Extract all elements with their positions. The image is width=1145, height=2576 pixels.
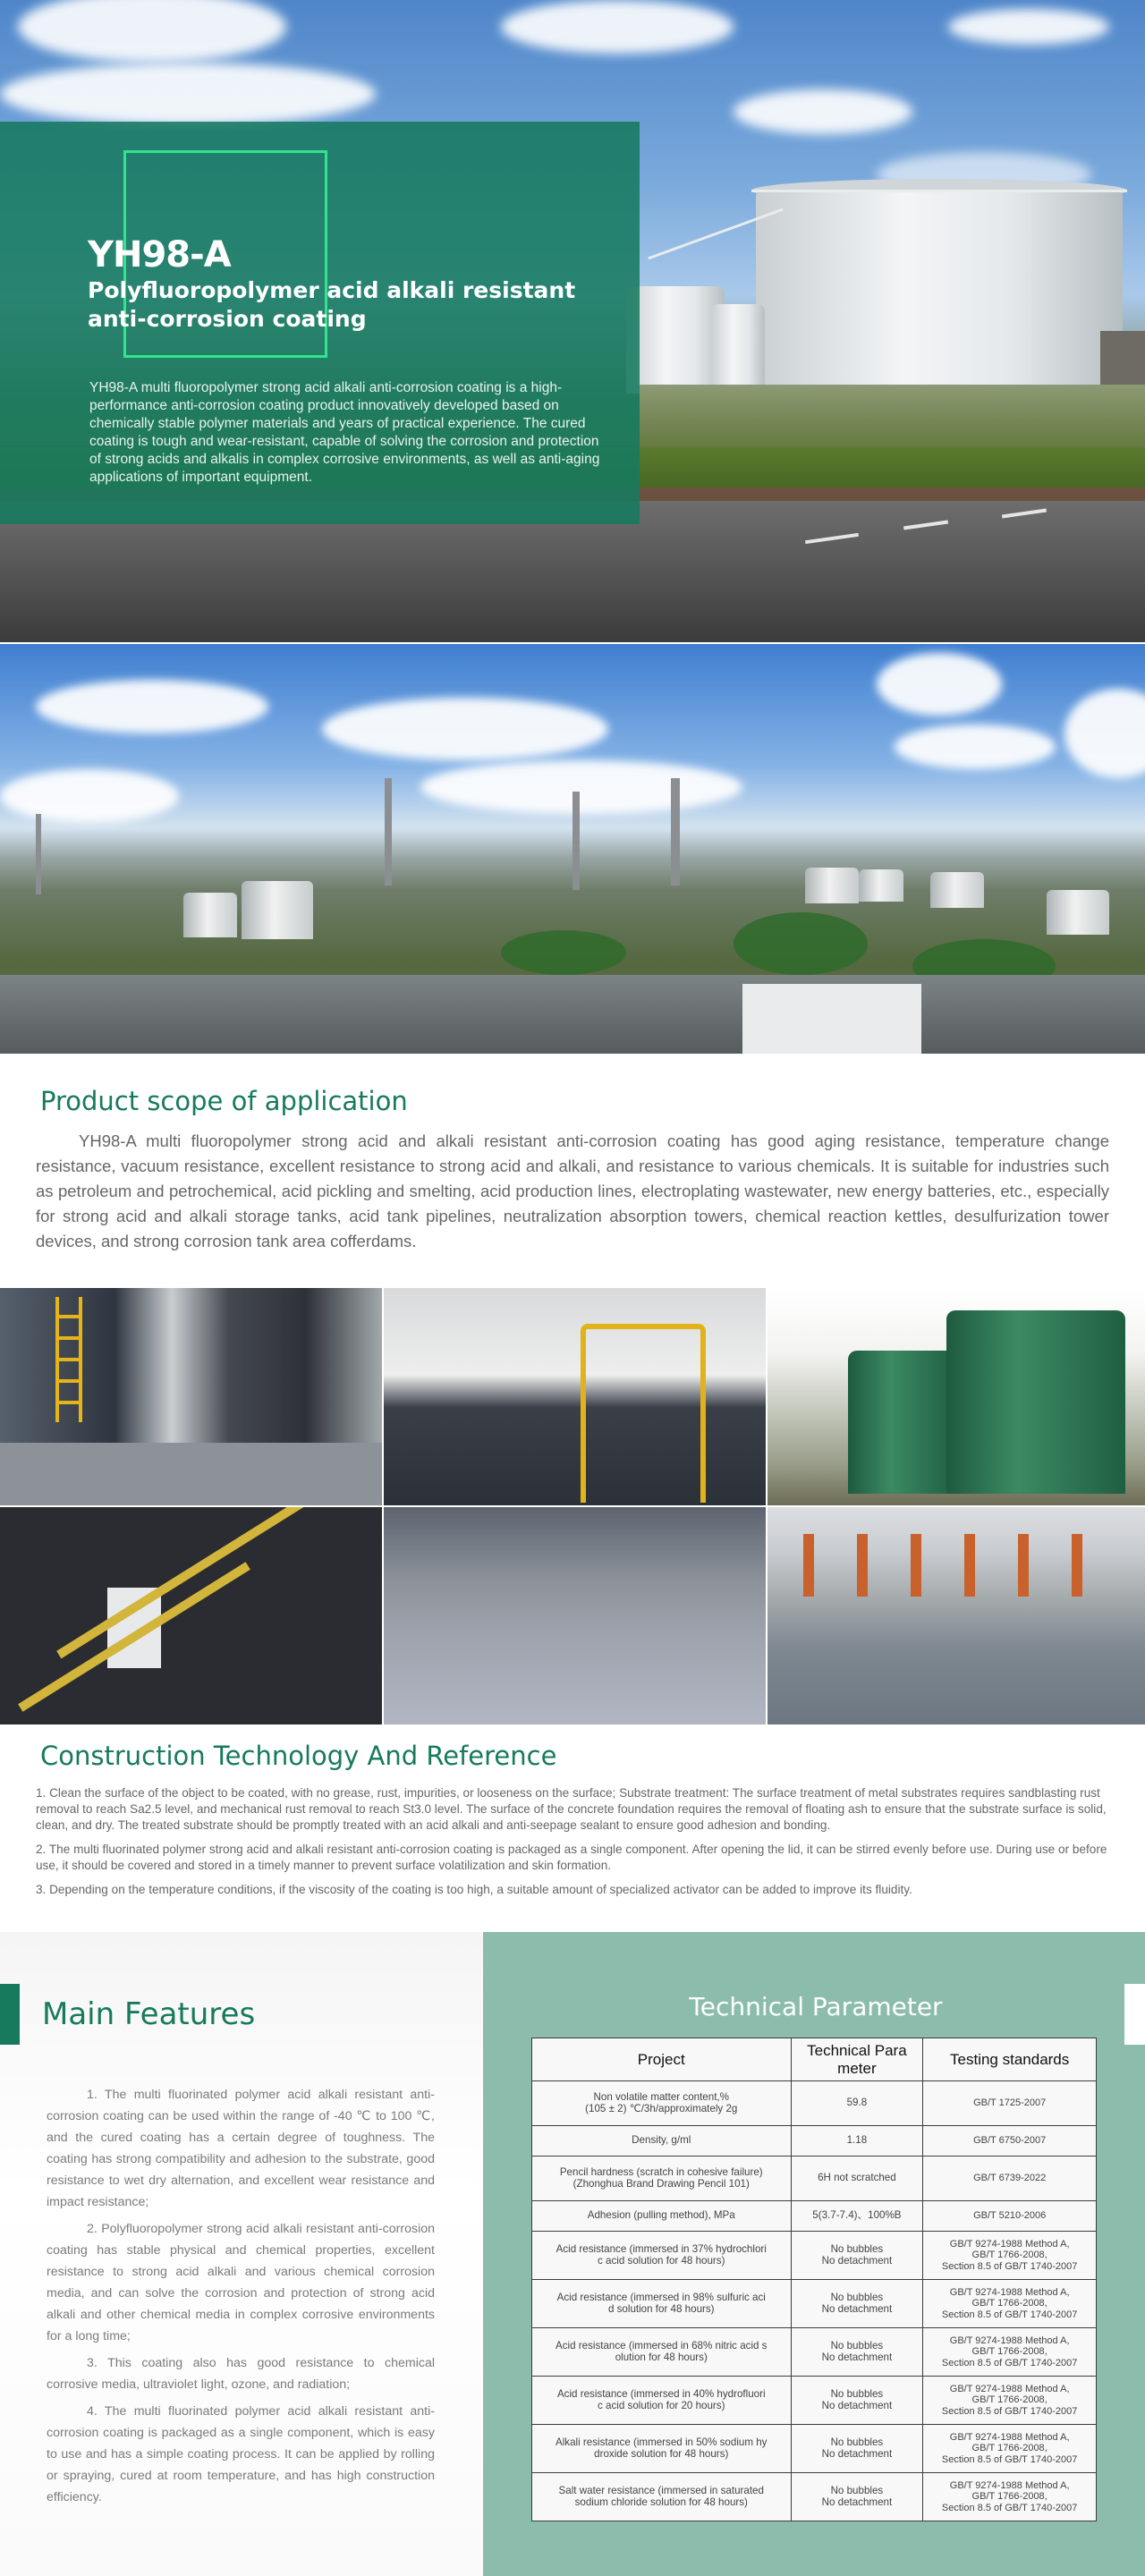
gallery-photo-trench-rail <box>384 1288 766 1505</box>
construction-step: 2. The multi fluorinated polymer strong acid and alkali resistant anti-corrosion coating is packaged as a single component. After opening the lid, it can be stirred evenly before use. During use or before use, it should be covered and stored in a timely manner to prevent surface volatilization and skin formation. <box>36 1843 1107 1872</box>
cell-parameter: 1.18 <box>791 2126 923 2157</box>
gallery-photo-plating-line <box>768 1507 1145 1724</box>
table-row <box>532 2232 1097 2280</box>
refinery-panorama-image <box>0 644 1145 1054</box>
feature-item: 1. The multi fluorinated polymer acid alkali resistant anti-corrosion coating can be used within the range of -40 ℃ to 100 ℃, and the cured coating has a certain degree of toughness. The coating has strong compatibility and adhesion to the substrate, good resistance to wet dry alternation, and excellent wear resistance and impact resistance; <box>47 2088 435 2209</box>
cell-parameter: 59.8 <box>791 2081 923 2126</box>
table-row <box>532 2126 1097 2157</box>
gallery-photo-coated-floor <box>384 1507 766 1724</box>
feature-item: 4. The multi fluorinated polymer acid alkali resistant anti-corrosion coating is packaged as a single component, which is easy to use and has a simple coating process. It can be applied by rolling or spraying, cured at room temperature, and has high construction efficiency. <box>47 2404 435 2504</box>
tech-parameter-table <box>531 2038 1097 2521</box>
construction-heading: Construction Technology And Reference <box>40 1741 557 1771</box>
table-row <box>532 2328 1097 2377</box>
cell-project: Salt water resistance (immersed in saturated sodium chloride solution for 48 hours) <box>532 2473 792 2521</box>
construction-step: 3. Depending on the temperature conditions, if the viscosity of the coating is too high, a suitable amount of specialized activator can be added to improve its fluidity. <box>36 1883 912 1896</box>
table-header-row <box>532 2038 1097 2081</box>
table-row <box>532 2280 1097 2328</box>
feature-item: 3. This coating also has good resistance to chemical corrosive media, ultraviolet light, ozone, and radiation; <box>47 2356 435 2392</box>
cell-standard: GB/T 9274-1988 Method A, GB/T 1766-2008, Section 8.5 of GB/T 1740-2007 <box>923 2473 1097 2521</box>
features-heading: Main Features <box>42 1996 256 2032</box>
cell-project: Pencil hardness (scratch in cohesive failure) (Zhonghua Brand Drawing Pencil 101) <box>532 2157 792 2201</box>
features-accent-bar <box>0 1984 20 2045</box>
cell-standard: GB/T 9274-1988 Method A, GB/T 1766-2008, Section 8.5 of GB/T 1740-2007 <box>923 2377 1097 2425</box>
construction-step: 1. Clean the surface of the object to be coated, with no grease, rust, impurities, or looseness on the surface; Substrate treatment: The surface treatment of metal substrates requires sandblasting rust removal to reach Sa2.5 level, and mechanical rust removal to reach St3.0 level. The surface of the concrete foundation requires the removal of floating ash to ensure that the substrate surface is solid, clean, and dry. The treated substrate should be promptly treated with an acid alkali and anti-seepage sealant to ensure good adhesion and bonding. <box>36 1786 1107 1832</box>
features-list <box>47 2084 435 2513</box>
table-row <box>532 2377 1097 2425</box>
cell-standard: GB/T 6739-2022 <box>923 2157 1097 2201</box>
column-header-project: Project <box>532 2038 792 2081</box>
scope-heading: Product scope of application <box>40 1086 408 1116</box>
table-row <box>532 2473 1097 2521</box>
cell-standard: GB/T 5210-2006 <box>923 2201 1097 2232</box>
cell-parameter: No bubbles No detachment <box>791 2473 923 2521</box>
cell-parameter: No bubbles No detachment <box>791 2425 923 2473</box>
cell-parameter: No bubbles No detachment <box>791 2377 923 2425</box>
column-header-parameter: Technical Para meter <box>791 2038 923 2081</box>
application-photo-gallery <box>0 1288 1145 1726</box>
cell-standard: GB/T 6750-2007 <box>923 2126 1097 2157</box>
gallery-photo-green-tanks <box>768 1288 1145 1505</box>
cell-standard: GB/T 9274-1988 Method A, GB/T 1766-2008, Section 8.5 of GB/T 1740-2007 <box>923 2425 1097 2473</box>
cell-parameter: No bubbles No detachment <box>791 2280 923 2328</box>
cell-standard: GB/T 1725-2007 <box>923 2081 1097 2126</box>
construction-steps <box>36 1785 1109 1906</box>
table-row <box>532 2081 1097 2126</box>
cell-project: Acid resistance (immersed in 98% sulfuric aci d solution for 48 hours) <box>532 2280 792 2328</box>
table-row <box>532 2425 1097 2473</box>
product-description: YH98-A multi fluoropolymer strong acid alkali anti-corrosion coating is a high-performance anti-corrosion coating product innovatively developed based on chemically stable polymer materials and years of practical experience. The cured coating is tough and wear-resistant, capable of solving the corrosion and protection of strong acids and alkalis in complex corrosive environments, as well as anti-aging applications of important equipment. <box>89 380 600 485</box>
table-row <box>532 2201 1097 2232</box>
table-row <box>532 2157 1097 2201</box>
cell-standard: GB/T 9274-1988 Method A, GB/T 1766-2008, Section 8.5 of GB/T 1740-2007 <box>923 2328 1097 2377</box>
cell-project: Non volatile matter content,% (105 ± 2) ℃/3h/approximately 2g <box>532 2081 792 2126</box>
cell-project: Alkali resistance (immersed in 50% sodium hy droxide solution for 48 hours) <box>532 2425 792 2473</box>
feature-item: 2. Polyfluoropolymer strong acid alkali resistant anti-corrosion coating has stable physical and chemical properties, excellent resistance to strong acid alkali and various chemical corrosion media, and can solve the corrosion and protection of strong acid alkali and other chemical media in complex corrosive environments for a long time; <box>47 2222 435 2343</box>
cell-parameter: No bubbles No detachment <box>791 2328 923 2377</box>
cell-project: Adhesion (pulling method), MPa <box>532 2201 792 2232</box>
product-subtitle: Polyfluoropolymer acid alkali resistant anti-corrosion coating <box>88 277 576 332</box>
cell-parameter: 5(3.7-7.4)、100%B <box>791 2201 923 2232</box>
column-header-standard: Testing standards <box>923 2038 1097 2081</box>
cell-project: Acid resistance (immersed in 68% nitric acid s olution for 48 hours) <box>532 2328 792 2377</box>
cell-parameter: No bubbles No detachment <box>791 2232 923 2280</box>
cell-standard: GB/T 9274-1988 Method A, GB/T 1766-2008, Section 8.5 of GB/T 1740-2007 <box>923 2232 1097 2280</box>
scope-text: YH98-A multi fluoropolymer strong acid and alkali resistant anti-corrosion coating has good aging resistance, temperature change resistance, vacuum resistance, excellent resistance to strong acid and alkali, and resistance to various chemicals. It is suitable for industries such as petroleum and petrochemical, acid pickling and smelting, acid production lines, electroplating wastewater, new energy batteries, etc., especially for strong acid and alkali storage tanks, acid tank pipelines, neutralization absorption towers, chemical reaction kettles, desulfurization tower devices, and strong corrosion tank area cofferdams. <box>36 1131 1109 1250</box>
gallery-photo-tank-grid <box>0 1507 382 1724</box>
cell-project: Acid resistance (immersed in 40% hydrofluori c acid solution for 20 hours) <box>532 2377 792 2425</box>
cell-parameter: 6H not scratched <box>791 2157 923 2201</box>
product-title: YH98-A <box>88 234 231 275</box>
cell-project: Acid resistance (immersed in 37% hydrochlori c acid solution for 48 hours) <box>532 2232 792 2280</box>
gallery-photo-tanks-dark <box>0 1288 382 1505</box>
tech-heading: Technical Parameter <box>689 1992 943 2021</box>
cell-standard: GB/T 9274-1988 Method A, GB/T 1766-2008, Section 8.5 of GB/T 1740-2007 <box>923 2280 1097 2328</box>
cell-project: Density, g/ml <box>532 2126 792 2157</box>
